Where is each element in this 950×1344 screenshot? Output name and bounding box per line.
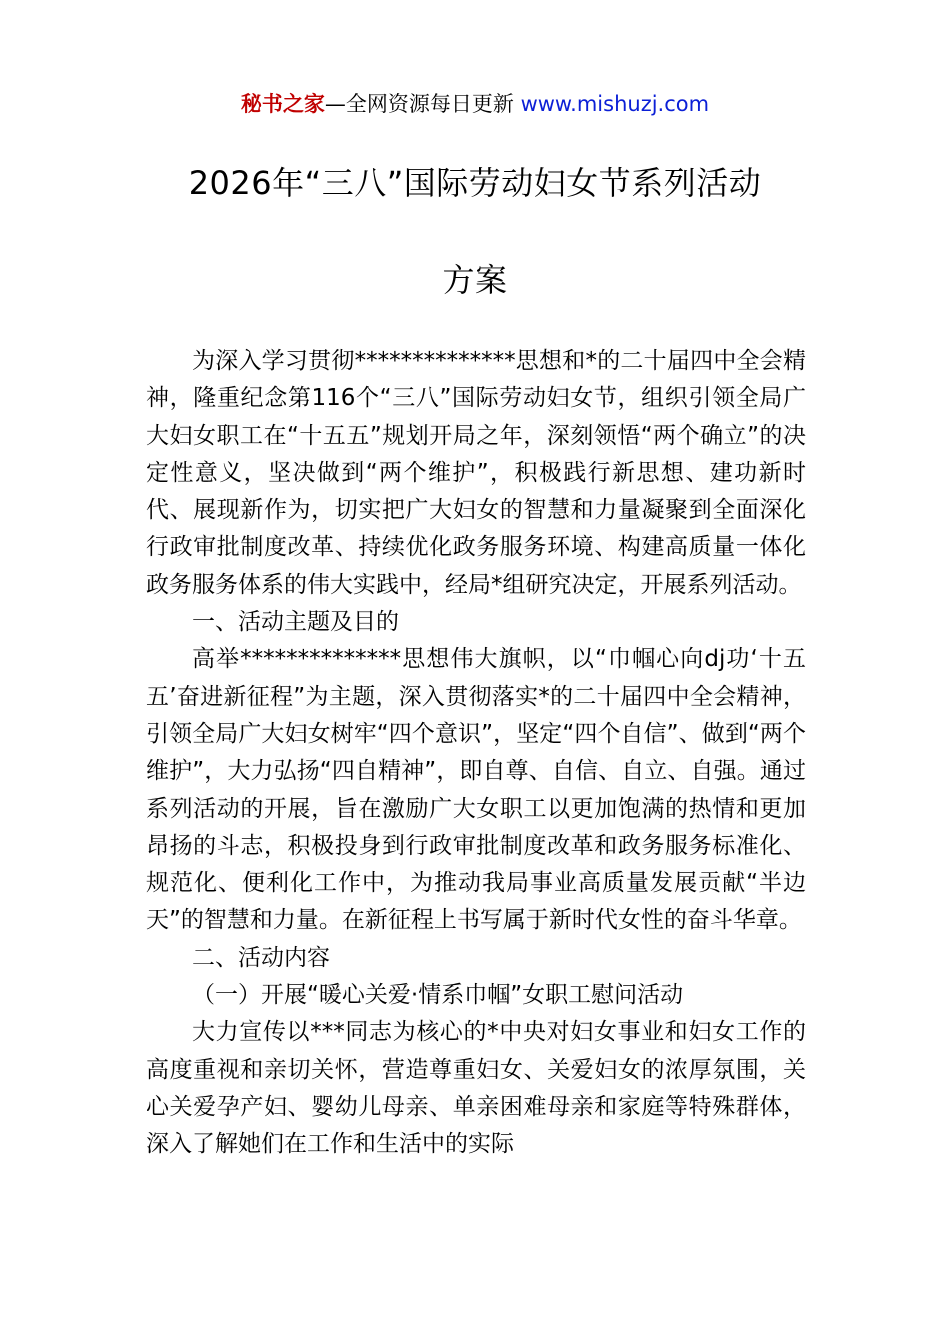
content-paragraph: 大力宣传以***同志为核心的*中央对妇女事业和妇女工作的高度重视和亲切关怀，营造尊重妇女、关爱妇女的浓厚氛围，关心关爱孕产妇、婴幼儿母亲、单亲困难母亲和家庭等特殊群体，深入了解她们在工作和生活中的实际 <box>146 1019 806 1158</box>
document-title-line-2: 方案 <box>442 261 508 299</box>
section-heading-content: 二、活动内容 <box>192 944 330 971</box>
section-heading-theme: 一、活动主题及目的 <box>192 609 399 636</box>
site-brand: 秘书之家 <box>240 92 325 116</box>
site-url-link[interactable]: www.mishuzj.com <box>520 92 710 116</box>
document-body <box>146 343 806 1164</box>
site-slogan: —全网资源每日更新 <box>324 92 521 116</box>
site-header <box>0 88 950 120</box>
theme-paragraph: 高举**************思想伟大旗帜，以“巾帼心向dj功‘十五五’奋进新征程”为主题，深入贯彻落实*的二十届四中全会精神，引领全局广大妇女树牢“四个意识”，坚定“四个自信”、做到“两个维护”，大力弘扬“四自精神”，即自尊、自信、自立、自强。通过系列活动的开展，旨在激励广大女职工以更加饱满的热情和更加昂扬的斗志，积极投身到行政审批制度改革和政务服务标准化、规范化、便利化工作中，为推动我局事业高质量发展贡献“半边天”的智慧和力量。在新征程上书写属于新时代女性的奋斗华章。 <box>146 646 806 934</box>
document-title-line-1: 2026年“三八”国际劳动妇女节系列活动 <box>188 164 762 202</box>
intro-paragraph: 为深入学习贯彻**************思想和*的二十届四中全会精神，隆重纪念第116个“三八”国际劳动妇女节，组织引领全局广大妇女职工在“十五五”规划开局之年，深刻领悟“两个确立”的决定性意义，坚决做到“两个维护”，积极践行新思想、建功新时代、展现新作为，切实把广大妇女的智慧和力量凝聚到全面深化行政审批制度改革、持续优化政务服务环境、构建高质量一体化政务服务体系的伟大实践中，经局*组研究决定，开展系列活动。 <box>146 348 806 598</box>
subsection-heading-1: （一）开展“暖心关爱·情系巾帼”女职工慰问活动 <box>192 982 684 1009</box>
